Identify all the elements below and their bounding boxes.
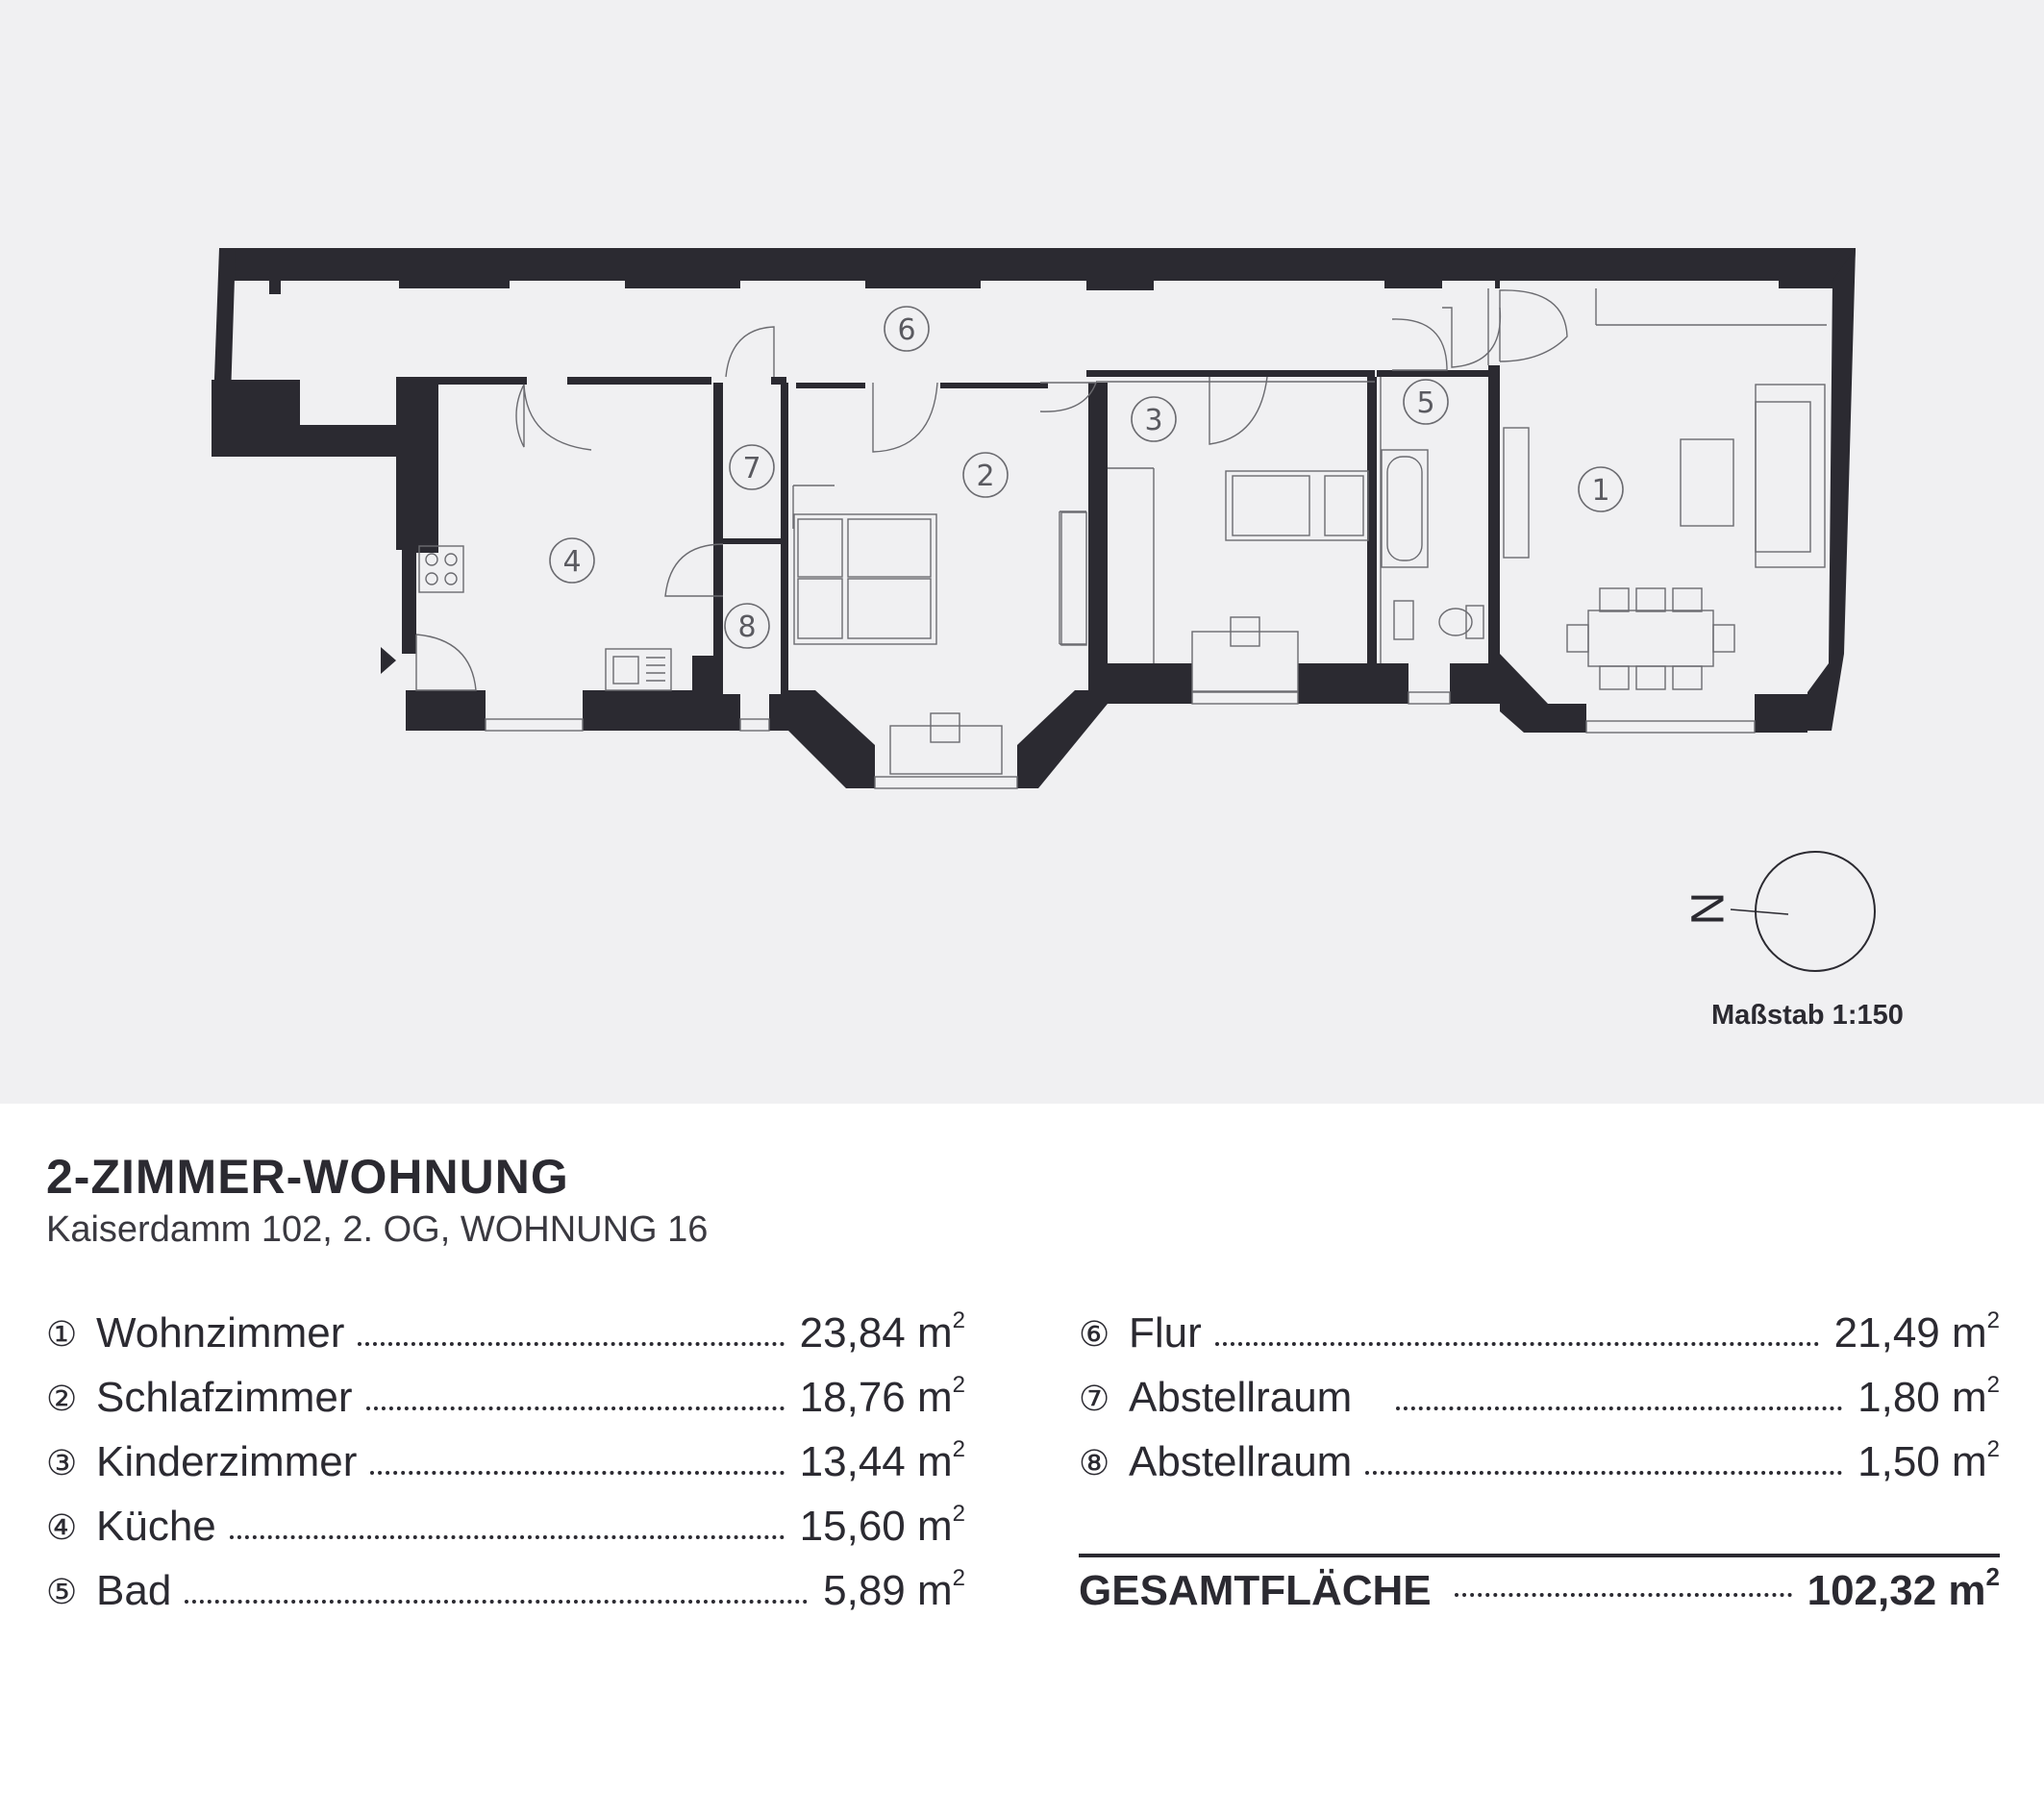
door-kids [1209, 377, 1267, 444]
corridor-wall-mid [519, 377, 527, 385]
living-bottom-right [1755, 694, 1807, 733]
sideboard [1504, 428, 1529, 558]
entrance-marker [381, 647, 396, 674]
storage-wall-right [781, 383, 788, 731]
dot-leader [230, 1535, 785, 1539]
svg-text:5: 5 [1416, 386, 1435, 420]
room-name: Abstellraum [1129, 1438, 1353, 1485]
room-area: 5,89 $m^2$ [823, 1565, 965, 1614]
door-bedroom [873, 383, 937, 452]
room-area: 1,80 $m^2$ [1857, 1372, 2000, 1421]
room-index: ⑤ [46, 1573, 78, 1612]
room-number-3 [1132, 397, 1176, 441]
room-area: 13,44 $m^2$ [799, 1436, 965, 1485]
dot-leader [1215, 1342, 1819, 1346]
dot-leader [1365, 1471, 1842, 1475]
svg-text:7: 7 [742, 452, 761, 485]
room-number-8 [725, 604, 769, 648]
sofa [1756, 385, 1825, 567]
window-storage [740, 719, 769, 731]
storage-wall-left [713, 383, 723, 694]
coffee-table [1681, 439, 1733, 526]
page-title: 2-ZIMMER-WOHNUNG [46, 1150, 569, 1204]
room-name: Schlafzimmer [96, 1374, 353, 1421]
room-number-4 [550, 538, 594, 583]
column-3 [625, 281, 740, 288]
room-index: ⑦ [1079, 1380, 1110, 1419]
room-number-1 [1579, 467, 1623, 511]
room-area: 1,50 $m^2$ [1857, 1436, 2000, 1485]
total-divider [1079, 1554, 2000, 1557]
north-compass [1683, 852, 1875, 971]
svg-text:8: 8 [737, 610, 757, 644]
dot-leader [366, 1406, 785, 1410]
room-number-2 [963, 453, 1008, 497]
room-index: ⑥ [1079, 1315, 1110, 1355]
address-subtitle: Kaiserdamm 102, 2. OG, WOHNUNG 16 [46, 1209, 709, 1250]
column-6 [1384, 281, 1442, 288]
room-name: Wohnzimmer [96, 1309, 345, 1357]
door-bath [1392, 319, 1447, 370]
wardrobe-bedroom [1061, 512, 1086, 645]
kitchen-bottom-wall-left [406, 690, 486, 731]
door-entrance [416, 635, 476, 690]
room-row [46, 1374, 965, 1438]
room-index: ③ [46, 1444, 78, 1483]
column-5 [1086, 281, 1154, 290]
bath-right-wall [1488, 365, 1500, 663]
room-row [1079, 1374, 2000, 1438]
total-label: GESAMTFLÄCHE [1079, 1567, 1432, 1614]
bedroom-top-wall-2 [940, 383, 1048, 388]
room-name: Abstellraum [1129, 1374, 1353, 1421]
bedroom-right-wall [1088, 383, 1108, 690]
door-hall-right [1442, 308, 1500, 367]
storage-bottom-right [769, 694, 788, 731]
room-index: ⑧ [1079, 1444, 1110, 1483]
window-bath [1408, 692, 1450, 704]
room-list-right [1079, 1309, 2000, 1503]
washbasin [1394, 601, 1413, 639]
bath-top-wall [1377, 370, 1495, 377]
desk-kids [1192, 632, 1298, 691]
room-area: 15,60 $m^2$ [799, 1501, 965, 1550]
window-kids [1192, 692, 1298, 704]
dot-leader [370, 1471, 784, 1475]
dot-leader [1396, 1406, 1842, 1410]
room-row [46, 1438, 965, 1503]
living-bay-left [1500, 654, 1586, 733]
kids-bottom-right [1298, 663, 1408, 704]
stove [419, 546, 463, 592]
room-number-7 [730, 445, 774, 489]
svg-text:4: 4 [562, 545, 582, 579]
svg-text:6: 6 [897, 313, 916, 347]
column-2 [399, 281, 510, 288]
total-area: 102,32 $m^2$ [1807, 1562, 2000, 1614]
room-row [1079, 1309, 2000, 1374]
kitchen-bottom-wall-right [583, 656, 717, 731]
single-bed [1226, 471, 1368, 540]
dining-table [1588, 610, 1713, 666]
column-4 [865, 281, 981, 288]
window-bedroom [875, 777, 1017, 788]
room-row [46, 1309, 965, 1374]
room-list-left [46, 1309, 965, 1631]
dot-leader [358, 1342, 784, 1346]
room-number-5 [1404, 380, 1448, 424]
room-index: ② [46, 1380, 78, 1419]
room-index: ① [46, 1315, 78, 1355]
corridor-wall-segment-a [567, 377, 711, 385]
bath-bottom [1450, 663, 1500, 704]
room-row [1079, 1438, 2000, 1503]
room-name: Kinderzimmer [96, 1438, 358, 1485]
scale-label: Maßstab 1:150 [1711, 1000, 1904, 1031]
svg-text:2: 2 [976, 460, 995, 493]
kids-bottom-left [1108, 663, 1192, 704]
dot-leader [185, 1600, 808, 1604]
room-row [46, 1567, 965, 1631]
window-kitchen [486, 719, 583, 731]
room-name: Bad [96, 1567, 172, 1614]
room-area: 18,76 $m^2$ [799, 1372, 965, 1421]
room-name: Küche [96, 1503, 216, 1550]
column-7 [1495, 281, 1500, 288]
room-number-6 [885, 307, 929, 351]
left-wall-block [212, 380, 396, 457]
door-storage-7 [726, 327, 774, 377]
storage-divider [723, 538, 781, 544]
corridor-wall-left [396, 377, 519, 654]
bedroom-bay-left [788, 690, 875, 788]
storage-bottom [717, 694, 740, 731]
door-kids-left [1040, 383, 1096, 411]
dot-leader [1455, 1593, 1792, 1597]
room-area: 21,49 $m^2$ [1833, 1307, 2000, 1357]
room-area: 23,84 $m^2$ [799, 1307, 965, 1357]
column-1 [269, 281, 281, 294]
desk-bedroom [890, 726, 1002, 774]
window-living [1586, 721, 1755, 733]
room-row [46, 1503, 965, 1567]
bedroom-top-wall [796, 383, 865, 388]
north-label: N [1683, 891, 1734, 926]
walls [212, 248, 1856, 788]
toilet [1466, 606, 1483, 638]
total-area-row [1079, 1562, 2000, 1625]
svg-text:1: 1 [1591, 474, 1610, 508]
door-kitchen [516, 385, 591, 450]
svg-text:3: 3 [1144, 404, 1163, 437]
kids-top-wall [1086, 370, 1375, 377]
room-index: ④ [46, 1508, 78, 1548]
bedroom-bay-right [1017, 690, 1108, 788]
door-living [1500, 290, 1567, 361]
right-outer-wall [1807, 248, 1856, 731]
room-name: Flur [1129, 1309, 1202, 1357]
